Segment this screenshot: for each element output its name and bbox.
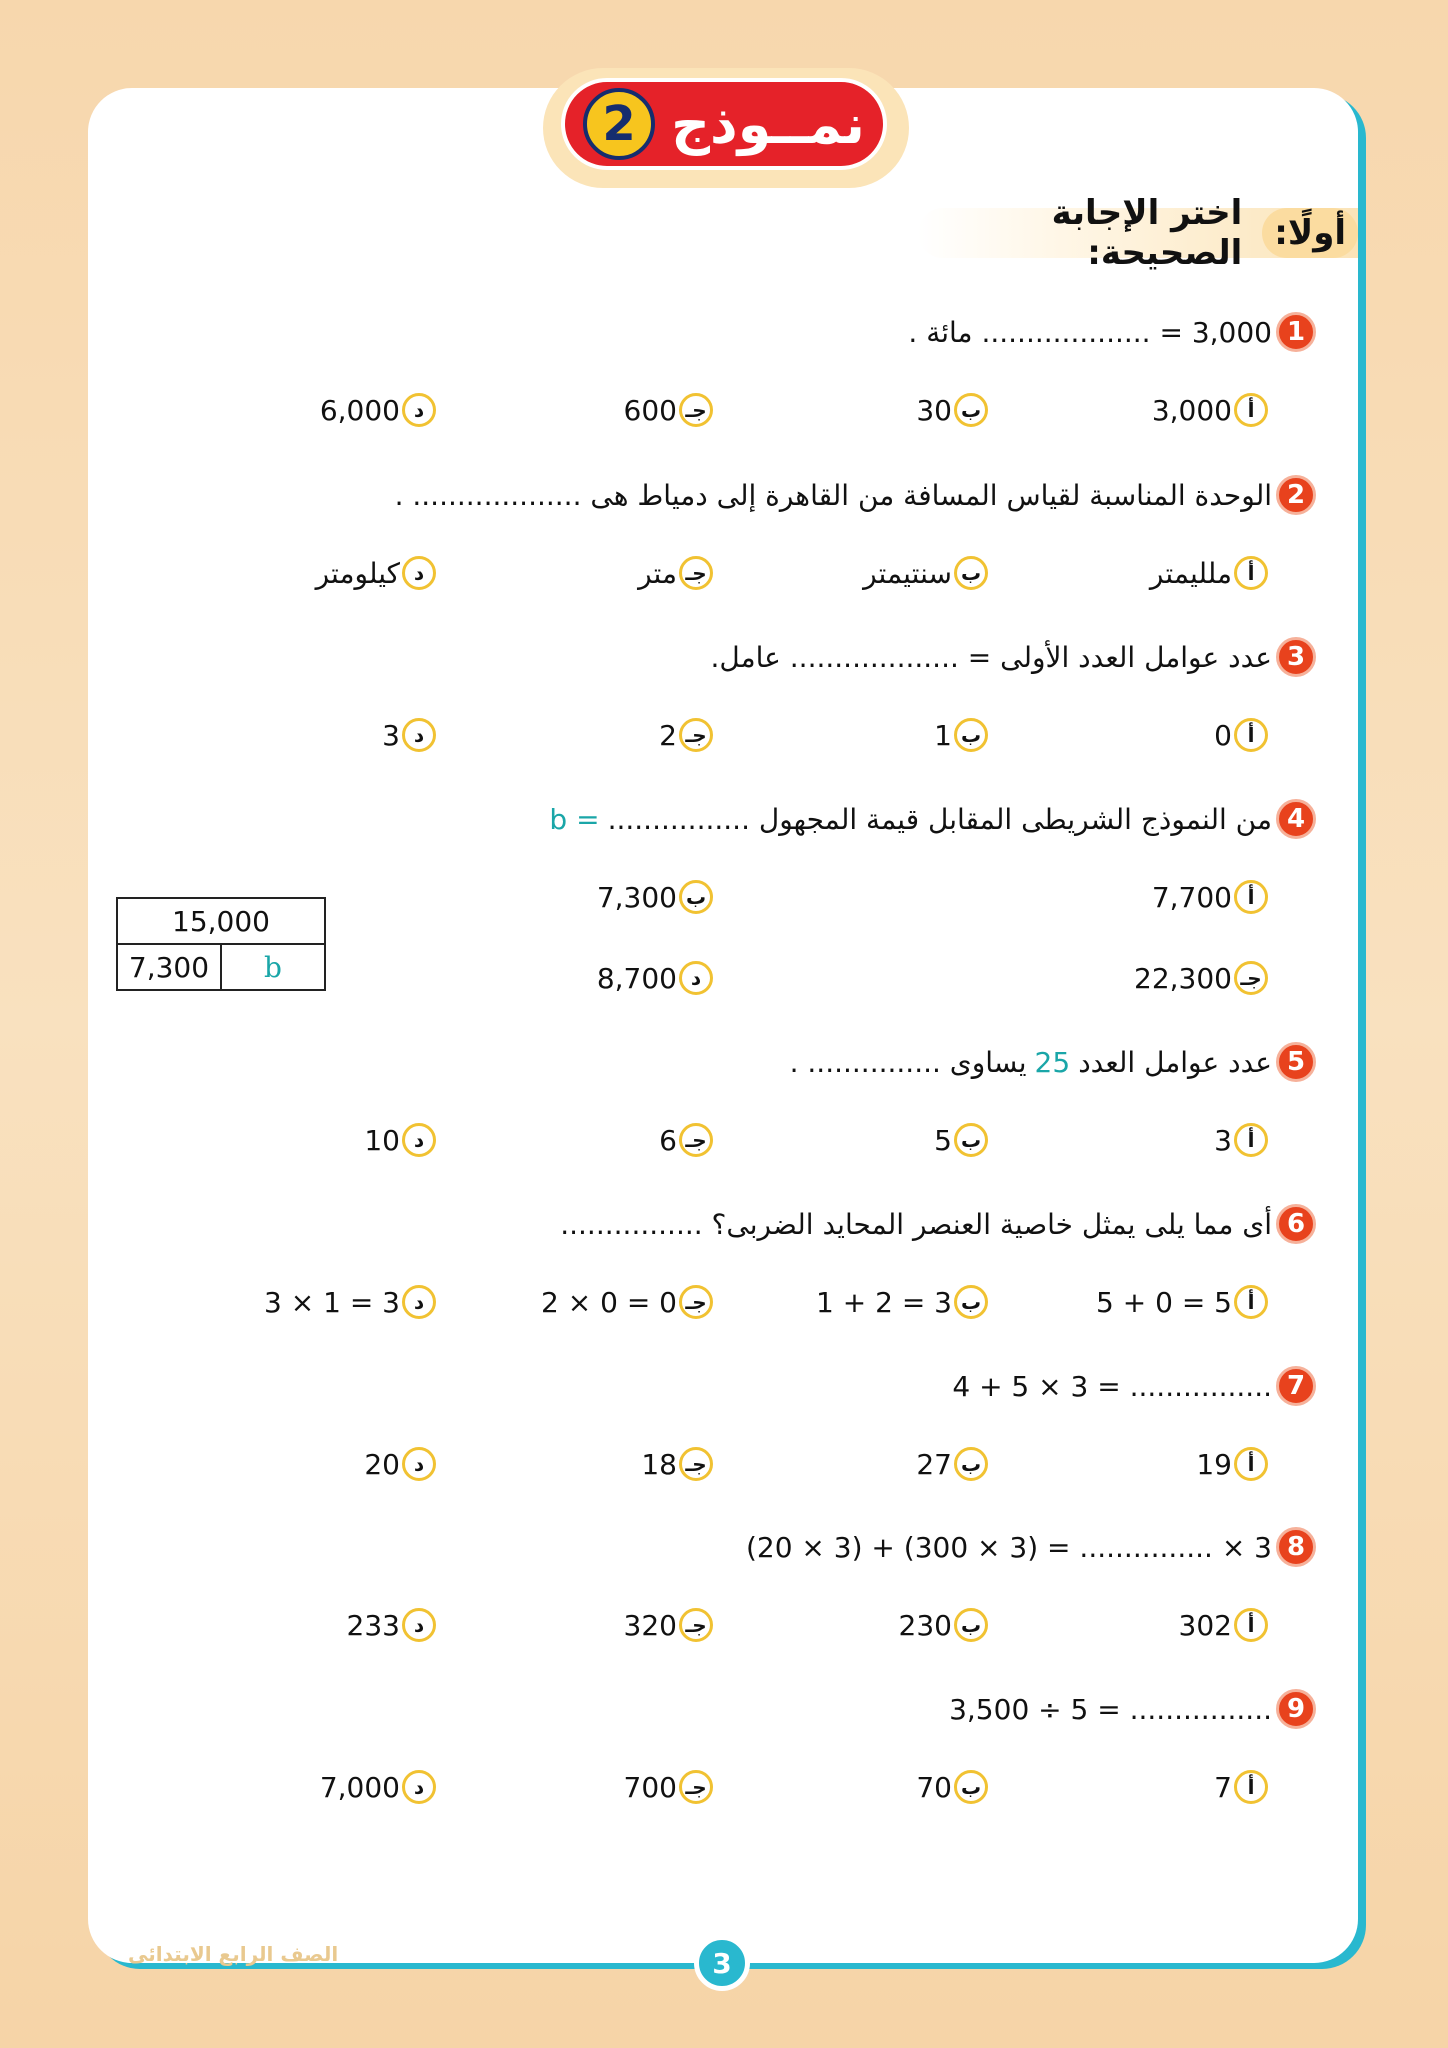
question-2 (395, 475, 1316, 515)
option-d[interactable] (382, 718, 436, 752)
option-letter: د (402, 393, 436, 427)
option-a[interactable] (1196, 1447, 1268, 1481)
option-letter: جـ (679, 1608, 713, 1642)
option-b[interactable] (916, 1770, 988, 1804)
option-letter: أ (1234, 393, 1268, 427)
option-c[interactable] (1134, 961, 1268, 995)
option-c[interactable] (638, 556, 713, 590)
option-value: سنتيمتر (863, 556, 952, 590)
option-value: 10 (364, 1123, 400, 1157)
option-c[interactable] (624, 393, 713, 427)
question-6 (560, 1204, 1316, 1244)
option-letter: ب (679, 880, 713, 914)
model-title: نمــوذج (671, 92, 865, 156)
option-letter: جـ (679, 1123, 713, 1157)
section-tag: أولًا: (1262, 208, 1358, 258)
option-letter: أ (1234, 1447, 1268, 1481)
question-text: الوحدة المناسبة لقياس المسافة من القاهرة إلى دمياط هى ................... . (394, 478, 1272, 512)
option-value: 3 × 1 = 3 (264, 1285, 400, 1319)
option-a[interactable] (1214, 1770, 1268, 1804)
question-3 (711, 637, 1316, 677)
option-letter: أ (1234, 1608, 1268, 1642)
bar-model (116, 897, 326, 991)
option-letter: أ (1234, 718, 1268, 752)
option-letter: جـ (679, 1285, 713, 1319)
option-value: 320 (623, 1608, 677, 1642)
option-value: 8,700 (596, 961, 677, 995)
question-text-before: عدد عوامل العدد (1078, 1045, 1272, 1079)
question-5 (790, 1042, 1316, 1082)
option-d[interactable] (320, 1770, 436, 1804)
option-letter: ب (954, 1770, 988, 1804)
option-a[interactable] (1179, 1608, 1268, 1642)
option-value: 2 × 0 = 0 (541, 1285, 677, 1319)
option-a[interactable] (1214, 718, 1268, 752)
option-letter: جـ (679, 393, 713, 427)
question-8 (746, 1527, 1316, 1567)
question-number: 1 (1276, 312, 1316, 352)
option-letter: د (402, 1770, 436, 1804)
section-title: اختر الإجابة الصحيحة: (1051, 193, 1243, 273)
option-letter: ب (954, 718, 988, 752)
option-d[interactable] (264, 1285, 436, 1319)
option-c[interactable] (624, 1770, 713, 1804)
option-value: 700 (623, 1770, 677, 1804)
option-letter: ب (954, 556, 988, 590)
question-number: 4 (1276, 799, 1316, 839)
option-value: 30 (916, 393, 952, 427)
option-b[interactable] (863, 556, 988, 590)
option-b[interactable] (899, 1608, 988, 1642)
option-value: 70 (916, 1770, 952, 1804)
option-a[interactable] (1150, 556, 1268, 590)
question-text: 3,500 ÷ 5 = ................ (949, 1692, 1272, 1726)
option-letter: ب (954, 1285, 988, 1319)
bar-model-part: 7,300 (117, 944, 221, 990)
option-letter: د (402, 1608, 436, 1642)
question-text-after: يساوى ............... . (789, 1045, 1027, 1079)
option-letter: جـ (679, 1447, 713, 1481)
question-text: عدد عوامل العدد الأولى = ................... عامل. (710, 640, 1272, 674)
option-b[interactable] (816, 1285, 988, 1319)
option-value: 6,000 (319, 393, 400, 427)
option-b[interactable] (597, 880, 713, 914)
option-d[interactable] (316, 556, 436, 590)
option-c[interactable] (659, 1123, 713, 1157)
page-number: 3 (694, 1935, 750, 1991)
question-text: 4 + 5 × 3 = ................ (952, 1369, 1272, 1403)
option-letter: أ (1234, 880, 1268, 914)
question-7 (952, 1366, 1316, 1406)
option-value: 18 (641, 1447, 677, 1481)
question-text: 3,000 = ................... مائة . (908, 315, 1272, 349)
option-letter: ب (954, 1608, 988, 1642)
option-letter: أ (1234, 1770, 1268, 1804)
option-d[interactable] (364, 1447, 436, 1481)
option-value: 302 (1178, 1608, 1232, 1642)
option-value: 5 (934, 1123, 952, 1157)
option-value: 230 (898, 1608, 952, 1642)
option-c[interactable] (541, 1285, 713, 1319)
unknown-label: b = (549, 802, 600, 836)
option-value: كيلومتر (315, 556, 400, 590)
option-value: 7,300 (596, 880, 677, 914)
option-b[interactable] (916, 393, 988, 427)
option-letter: جـ (679, 718, 713, 752)
option-value: 5 + 0 = 5 (1096, 1285, 1232, 1319)
option-value: 2 (659, 718, 677, 752)
option-letter: جـ (679, 556, 713, 590)
question-number: 9 (1276, 1689, 1316, 1729)
option-a[interactable] (1214, 1123, 1268, 1157)
option-letter: د (402, 1285, 436, 1319)
option-d[interactable] (347, 1608, 436, 1642)
option-letter: ب (954, 1447, 988, 1481)
worksheet-sheet (88, 88, 1358, 1963)
option-letter: ب (954, 393, 988, 427)
option-value: 27 (916, 1447, 952, 1481)
option-letter: د (402, 1447, 436, 1481)
option-value: 233 (346, 1608, 400, 1642)
question-number: 6 (1276, 1204, 1316, 1244)
option-value: 3,000 (1151, 393, 1232, 427)
question-text: (20 × 3) + (300 × 3) = ............... × 3 (745, 1530, 1272, 1564)
question-4 (549, 799, 1316, 839)
option-letter: د (402, 556, 436, 590)
grade-label: الصف الرابع الابتدائى (128, 1942, 339, 1966)
option-value: 7,700 (1151, 880, 1232, 914)
question-number: 3 (1276, 637, 1316, 677)
option-letter: د (402, 1123, 436, 1157)
option-value: 3 (382, 718, 400, 752)
option-value: 3 (1214, 1123, 1232, 1157)
option-letter: جـ (1234, 961, 1268, 995)
question-9 (949, 1689, 1316, 1729)
option-a[interactable] (1152, 880, 1268, 914)
option-value: 6 (659, 1123, 677, 1157)
option-letter: أ (1234, 1285, 1268, 1319)
bar-model-total: 15,000 (117, 898, 325, 944)
option-letter: ب (954, 1123, 988, 1157)
option-c[interactable] (624, 1608, 713, 1642)
option-c[interactable] (659, 718, 713, 752)
option-value: 0 (1214, 718, 1232, 752)
question-number: 7 (1276, 1366, 1316, 1406)
option-value: 7 (1214, 1770, 1232, 1804)
question-number: 8 (1276, 1527, 1316, 1567)
option-b[interactable] (934, 1123, 988, 1157)
option-b[interactable] (934, 718, 988, 752)
option-value: 19 (1196, 1447, 1232, 1481)
option-value: 1 (934, 718, 952, 752)
question-text: أى مما يلى يمثل خاصية العنصر المحايد الضربى؟ ................ (560, 1207, 1272, 1241)
option-value: 22,300 (1134, 961, 1232, 995)
question-highlight-number: 25 (1034, 1045, 1071, 1079)
option-value: متر (638, 556, 677, 590)
option-d[interactable] (364, 1123, 436, 1157)
option-letter: أ (1234, 1123, 1268, 1157)
option-d[interactable] (320, 393, 436, 427)
option-value: 1 + 2 = 3 (816, 1285, 952, 1319)
option-b[interactable] (916, 1447, 988, 1481)
question-1 (908, 312, 1316, 352)
question-number: 2 (1276, 475, 1316, 515)
option-value: 600 (623, 393, 677, 427)
option-value: 7,000 (319, 1770, 400, 1804)
option-value: ملليمتر (1149, 556, 1232, 590)
model-number: 2 (583, 88, 655, 160)
option-c[interactable] (641, 1447, 713, 1481)
option-value: 20 (364, 1447, 400, 1481)
option-a[interactable] (1152, 393, 1268, 427)
bar-model-unknown: b (221, 944, 325, 990)
option-a[interactable] (1096, 1285, 1268, 1319)
option-letter: جـ (679, 1770, 713, 1804)
question-number: 5 (1276, 1042, 1316, 1082)
section-header (918, 193, 1358, 273)
question-text: من النموذج الشريطى المقابل قيمة المجهول ................ (607, 802, 1272, 836)
option-d[interactable] (597, 961, 713, 995)
model-title-badge (561, 78, 887, 170)
option-letter: د (402, 718, 436, 752)
option-letter: د (679, 961, 713, 995)
option-letter: أ (1234, 556, 1268, 590)
